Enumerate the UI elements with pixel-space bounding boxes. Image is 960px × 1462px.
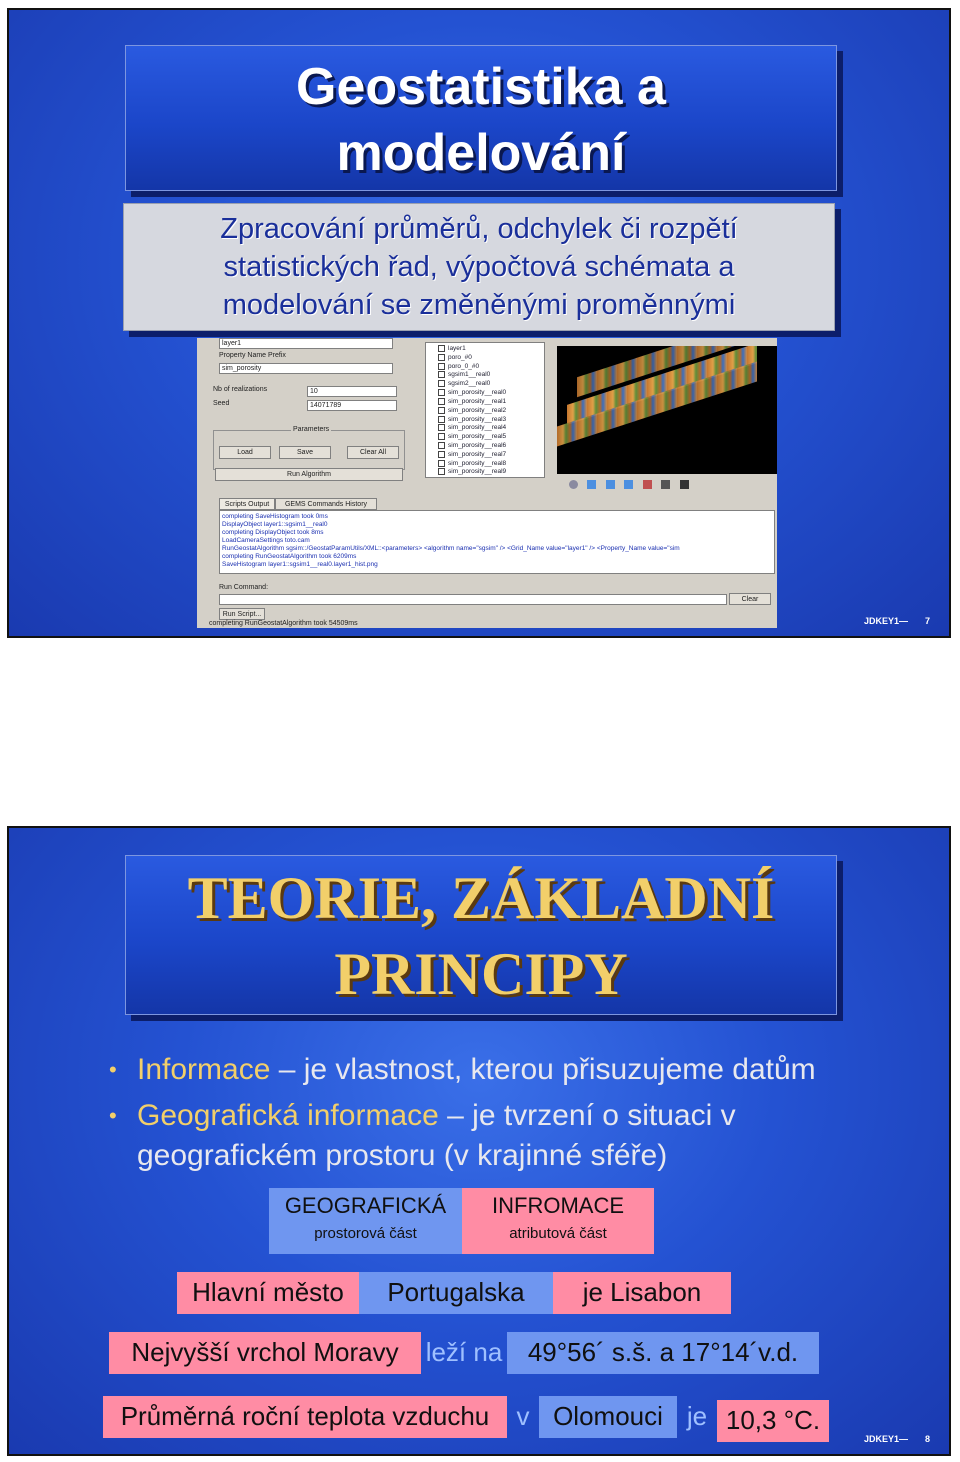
run-algorithm-button[interactable]: Run Algorithm	[215, 468, 403, 481]
checkbox-icon[interactable]	[438, 345, 445, 352]
example-3-verb: je	[686, 1401, 708, 1431]
sphere-icon[interactable]	[569, 480, 578, 489]
subtitle-line-1: Zpracování průměrů, odchylek či rozpětí	[220, 213, 738, 245]
layer-field[interactable]: layer1	[219, 338, 393, 349]
tree-item-label: sim_porosity__real6	[448, 442, 507, 450]
checkbox-icon[interactable]	[438, 468, 445, 475]
info-part-title: INFROMACE	[492, 1193, 624, 1218]
status-line: completing RunGeostatAlgorithm took 54509ms	[209, 620, 358, 627]
log-line: completing RunGeostatAlgorithm took 6209ms	[222, 553, 357, 560]
run-command-label: Run Command:	[219, 584, 269, 591]
property-prefix-field[interactable]: sim_porosity	[219, 363, 393, 374]
subtitle-line-2: statistických řad, výpočtová schémata a	[223, 251, 735, 283]
tree-item-label: sim_porosity__real8	[448, 459, 507, 467]
bullet-2-line-2: geografickém prostoru (v krajinné sféře)	[137, 1139, 668, 1172]
tab-commands-history[interactable]: GEMS Commands History	[275, 498, 377, 510]
checkbox-icon[interactable]	[438, 398, 445, 405]
scripts-output-log	[219, 510, 775, 574]
tree-item[interactable]	[438, 371, 544, 380]
slide-title-line-1: TEORIE, ZÁKLADNÍ	[187, 865, 775, 931]
clear-all-button[interactable]: Clear All	[347, 446, 399, 459]
slide-title-box	[125, 45, 837, 191]
tree-item-label: sim_porosity__real9	[448, 468, 507, 476]
tree-item-label: layer1	[448, 345, 466, 353]
example-3-value: 10,3 °C.	[717, 1400, 829, 1442]
cube-icon[interactable]	[624, 480, 633, 489]
tree-item-label: sgsim2__real0	[448, 380, 491, 388]
checkbox-icon[interactable]	[438, 371, 445, 378]
checkbox-icon[interactable]	[438, 389, 445, 396]
seed-field[interactable]: 14071789	[307, 400, 397, 411]
slide-title-line-1: Geostatistika a	[296, 58, 666, 116]
log-line: RunGeostatAlgorithm sgsim::/GeostatParamUtils/XML::<parameters> <algorithm name="sgsim" /> <Grid_Name value="layer1" /> <Property_Name value="sim	[222, 545, 680, 552]
flag-icon[interactable]	[643, 480, 652, 489]
log-line: DisplayObject layer1::sgsim1__real0	[222, 521, 328, 528]
example-3-preposition: v	[516, 1401, 530, 1431]
example-2-coordinates: 49°56´ s.š. a 17°14´v.d.	[507, 1332, 819, 1374]
log-line: LoadCameraSettings toto.cam	[222, 537, 310, 544]
console-area	[203, 494, 775, 628]
example-3-subject: Průměrná roční teplota vzduchu	[103, 1396, 507, 1438]
checkbox-icon[interactable]	[438, 460, 445, 467]
checkbox-icon[interactable]	[438, 424, 445, 431]
subtitle-box	[123, 203, 835, 331]
example-1-subject: Hlavní město	[177, 1272, 359, 1314]
tree-item[interactable]	[438, 398, 544, 407]
camera-icon[interactable]	[680, 480, 689, 489]
slide-title-box	[125, 855, 837, 1015]
object-tree	[425, 342, 545, 478]
log-line: SaveHistogram layer1::sgsim1__real0.layer1_hist.png	[222, 561, 378, 568]
tree-item-label: sgsim1__real0	[448, 371, 491, 379]
bullet-2-term: Geografická informace	[137, 1099, 439, 1132]
page-number: 8	[925, 1434, 931, 1444]
checkbox-icon[interactable]	[438, 451, 445, 458]
example-2-subject: Nejvyšší vrchol Moravy	[109, 1332, 421, 1374]
nb-realizations-label: Nb of realizations	[213, 386, 268, 393]
bullet-dot-icon: •	[109, 1057, 117, 1082]
bullet-1-term: Informace	[137, 1053, 271, 1086]
tree-item-label: sim_porosity__real1	[448, 398, 507, 406]
checkbox-icon[interactable]	[438, 442, 445, 449]
geo-part-subtitle: prostorová část	[314, 1225, 417, 1242]
bullet-1-text: – je vlastnost, kterou přisuzujeme datům	[270, 1053, 816, 1086]
example-2-verb: leží na	[425, 1337, 503, 1367]
checkbox-icon[interactable]	[438, 407, 445, 414]
tree-item[interactable]	[438, 363, 544, 372]
tree-item-label: sim_porosity__real2	[448, 406, 507, 414]
tree-item-label: sim_porosity__real5	[448, 433, 507, 441]
viewer-toolbar	[569, 476, 709, 488]
footer-label: JDKEY1—	[864, 1434, 909, 1444]
log-lines	[222, 513, 772, 569]
geo-part-box	[269, 1188, 462, 1254]
run-command-input[interactable]	[219, 594, 727, 605]
checkbox-icon[interactable]	[438, 354, 445, 361]
cube-icon[interactable]	[606, 480, 615, 489]
slide-title-line-2: PRINCIPY	[334, 941, 628, 1007]
page-number: 7	[925, 616, 931, 626]
checkbox-icon[interactable]	[438, 433, 445, 440]
load-button[interactable]: Load	[219, 446, 271, 459]
geo-part-title: GEOGRAFICKÁ	[284, 1193, 447, 1218]
tree-item[interactable]	[438, 424, 544, 433]
footer-label: JDKEY1—	[864, 616, 909, 626]
info-part-subtitle: atributová část	[509, 1225, 607, 1242]
tree-item-label: sim_porosity__real4	[448, 424, 507, 432]
run-script-button[interactable]: Run Script...	[219, 608, 265, 620]
tree-list	[426, 343, 544, 477]
slide-8	[7, 826, 951, 1456]
tree-item[interactable]	[438, 433, 544, 442]
tree-item[interactable]	[438, 389, 544, 398]
cube-icon[interactable]	[587, 480, 596, 489]
tree-item-label: poro_0_#0	[448, 362, 480, 370]
tree-item[interactable]	[438, 345, 544, 354]
subtitle-line-3: modelování se změněnými proměnnými	[222, 289, 736, 321]
tree-item-label: sim_porosity__real3	[448, 415, 507, 423]
3d-viewer[interactable]	[557, 346, 777, 474]
save-button[interactable]: Save	[279, 446, 331, 459]
tree-item[interactable]	[438, 354, 544, 363]
bullet-2-text: – je tvrzení o situaci v	[438, 1099, 736, 1132]
seed-label: Seed	[213, 400, 230, 407]
tab-scripts-output[interactable]: Scripts Output	[219, 498, 275, 510]
tree-item[interactable]	[438, 416, 544, 425]
clear-button[interactable]: Clear	[729, 593, 771, 605]
tree-item[interactable]	[438, 468, 544, 477]
info-part-box	[462, 1188, 654, 1254]
checkbox-icon[interactable]	[438, 363, 445, 370]
checkbox-icon[interactable]	[438, 416, 445, 423]
checkbox-icon[interactable]	[438, 380, 445, 387]
tree-item-label: poro_#0	[448, 354, 472, 362]
bullet-dot-icon: •	[109, 1103, 117, 1128]
slide-title-line-2: modelování	[336, 124, 626, 182]
log-line: completing DisplayObject took 8ms	[222, 529, 324, 536]
tree-item[interactable]	[438, 451, 544, 460]
example-1-location: Portugalska	[359, 1272, 553, 1314]
parameters-label: Parameters	[293, 426, 330, 433]
tree-item-label: sim_porosity__real7	[448, 450, 507, 458]
log-line: completing SaveHistogram took 0ms	[222, 513, 328, 520]
tree-item[interactable]	[438, 460, 544, 469]
tree-item[interactable]	[438, 442, 544, 451]
camera-icon[interactable]	[661, 480, 670, 489]
nb-realizations-field[interactable]: 10	[307, 386, 397, 397]
tree-item[interactable]	[438, 407, 544, 416]
gems-app-screenshot	[197, 338, 777, 628]
example-3-location: Olomouci	[539, 1396, 677, 1438]
property-prefix-label: Property Name Prefix	[219, 352, 286, 359]
tree-item[interactable]	[438, 380, 544, 389]
slide-7	[7, 8, 951, 638]
tree-item-label: sim_porosity__real0	[448, 389, 507, 397]
example-1-attribute: je Lisabon	[553, 1272, 731, 1314]
